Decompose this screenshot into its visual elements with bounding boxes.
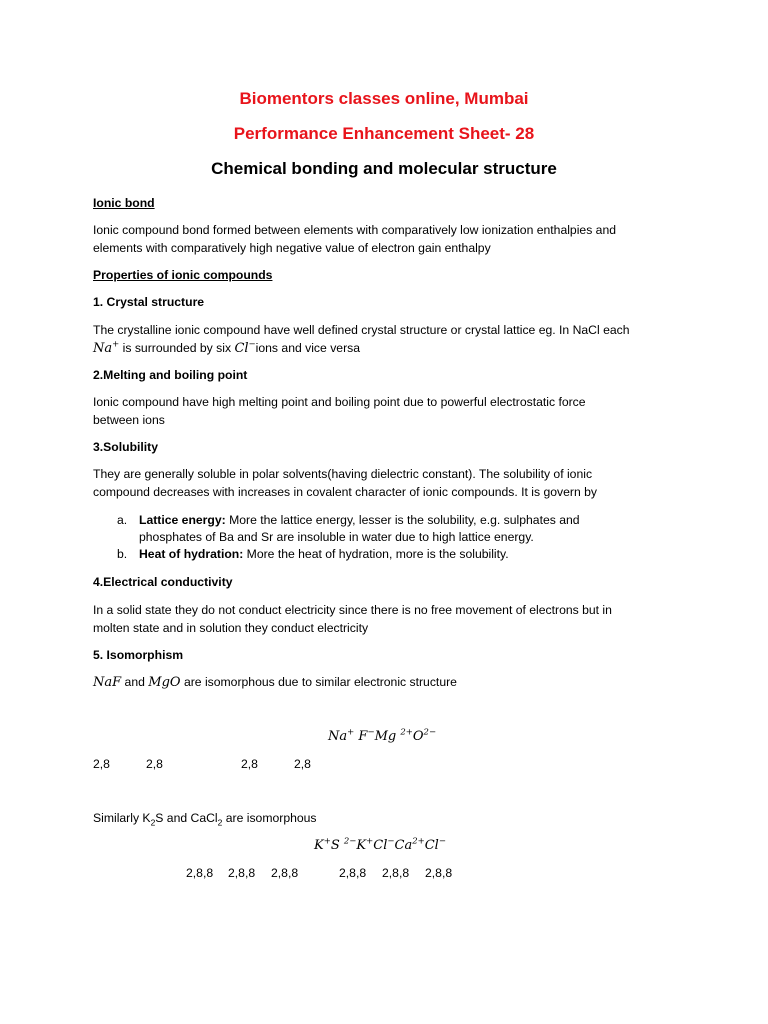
- mgo-formula: MgO: [148, 675, 181, 690]
- crystal-heading: 1. Crystal structure: [93, 295, 205, 309]
- ionic-bond-heading: Ionic bond: [93, 196, 155, 210]
- ionic-bond-text-1: Ionic compound bond formed between elements with comparatively low ionization enthalpies and: [93, 223, 617, 237]
- electron-config: 2,8,8: [425, 866, 453, 880]
- naf-formula: NaF: [93, 675, 122, 690]
- chapter-title: Chemical bonding and molecular structure: [211, 159, 557, 178]
- conductivity-text-1: In a solid state they do not conduct electricity since there is no free movement of electrons but in: [93, 603, 612, 617]
- electron-config: 2,8: [146, 757, 163, 771]
- list-marker: b.: [117, 547, 128, 561]
- chloride-charge: −: [248, 339, 256, 350]
- sodium-ion: [93, 341, 119, 356]
- crystal-text: [93, 321, 678, 358]
- electron-config: 2,8,8: [382, 866, 410, 880]
- eq1-mg-charge: 2+: [400, 727, 413, 738]
- isomorphism-text-body: are isomorphous due to similar electronic structure: [180, 675, 457, 689]
- conductivity-text-2: molten state and in solution they conduct electricity: [93, 621, 369, 635]
- eq1-na-charge: +: [347, 727, 355, 738]
- isomorphism-heading: 5. Isomorphism: [93, 648, 184, 662]
- solubility-text-1: They are generally soluble in polar solvents(having dielectric constant). The solubility of ionic: [93, 467, 593, 481]
- list-item: [117, 512, 637, 545]
- electron-config: 2,8: [294, 757, 311, 771]
- eq2-k1: K: [314, 838, 324, 853]
- ionic-bond-definition: [93, 221, 678, 257]
- crystal-text-3: ions and vice versa: [255, 341, 360, 355]
- melting-heading: 2.Melting and boiling point: [93, 368, 248, 382]
- eq2-cl1: Cl: [373, 838, 388, 853]
- eq2-cl2: Cl: [424, 838, 439, 853]
- eq2-k2: K: [356, 838, 367, 853]
- eq2-ca: Ca: [394, 838, 413, 853]
- ionic-bond-text-2: elements with comparatively high negative value of electron gain enthalpy: [93, 241, 491, 255]
- solubility-text: [93, 465, 678, 501]
- list-term: Heat of hydration:: [139, 547, 244, 561]
- electron-config: 2,8,8: [271, 866, 299, 880]
- similarly-subscript-2: 2: [217, 817, 223, 828]
- sodium-charge: +: [112, 339, 120, 350]
- solubility-factor-list: [117, 512, 637, 564]
- eq2-ca-charge: 2+: [412, 836, 425, 847]
- properties-heading: Properties of ionic compounds: [93, 268, 273, 282]
- eq2-cl1-charge: −: [387, 836, 395, 847]
- chloride-symbol: Cl: [234, 341, 249, 356]
- similarly-text: [93, 811, 317, 828]
- institute-title: Biomentors classes online, Mumbai: [239, 89, 529, 108]
- list-marker: a.: [117, 513, 128, 527]
- crystal-text-1: The crystalline ionic compound have well defined crystal structure or crystal lattice eg. In NaCl each: [93, 323, 630, 337]
- eq2-s: S: [330, 838, 340, 853]
- electron-config: 2,8,8: [228, 866, 256, 880]
- eq1-o-charge: 2−: [423, 727, 437, 738]
- sodium-symbol: Na: [93, 341, 113, 356]
- eq1-mg: Mg: [374, 729, 397, 744]
- eq2-cl2-charge: −: [438, 836, 446, 847]
- similarly-subscript-1: 2: [150, 817, 156, 828]
- sheet-title: Performance Enhancement Sheet- 28: [233, 124, 535, 143]
- list-item: [117, 546, 637, 563]
- isomorphism-text: [93, 673, 678, 692]
- eq1-o: O: [412, 729, 424, 744]
- electron-config: 2,8,8: [339, 866, 367, 880]
- solubility-heading: 3.Solubility: [93, 440, 159, 454]
- isomorphism-and: and: [121, 675, 149, 689]
- list-text: More the lattice energy, lesser is the solubility, e.g. sulphates and phosphates of Ba and Sr are insoluble in water due to high lattice energy.: [139, 513, 580, 544]
- similarly-part-1: Similarly K: [93, 811, 151, 825]
- eq2-k1-charge: +: [323, 836, 331, 847]
- conductivity-heading: 4.Electrical conductivity: [93, 575, 233, 589]
- electron-config: 2,8: [93, 757, 110, 771]
- electron-config: 2,8,8: [186, 866, 214, 880]
- eq1-f: F: [358, 729, 368, 744]
- list-term: Lattice energy:: [139, 513, 226, 527]
- eq2-s-charge: 2−: [343, 836, 357, 847]
- list-text: More the heat of hydration, more is the solubility.: [243, 547, 509, 561]
- eq2-k2-charge: +: [366, 836, 374, 847]
- ion-equation-1: [328, 729, 436, 744]
- eq1-f-charge: −: [367, 727, 375, 738]
- conductivity-text: [93, 601, 678, 637]
- solubility-text-2: compound decreases with increases in covalent character of ionic compounds. It is govern by: [93, 485, 598, 499]
- melting-text-2: between ions: [93, 413, 165, 427]
- melting-text: [93, 393, 678, 429]
- similarly-part-3: are isomorphous: [222, 811, 317, 825]
- electron-config: 2,8: [241, 757, 258, 771]
- eq1-na: Na: [328, 729, 348, 744]
- ion-equation-2: [314, 838, 446, 853]
- crystal-text-2: is surrounded by six: [119, 341, 235, 355]
- melting-text-1: Ionic compound have high melting point and boiling point due to powerful electrostatic force: [93, 395, 586, 409]
- chloride-ion: [234, 341, 255, 356]
- similarly-part-2: S and CaCl: [155, 811, 218, 825]
